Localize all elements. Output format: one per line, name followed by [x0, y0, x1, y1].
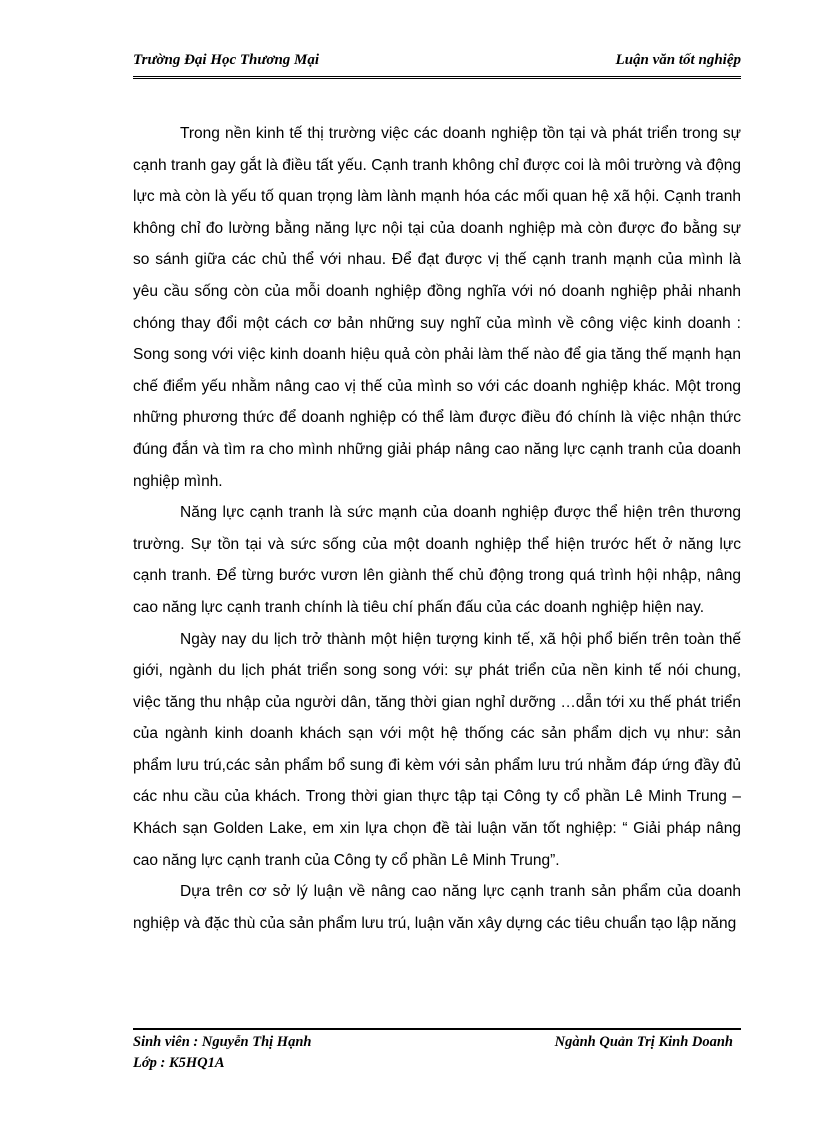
- paragraph: Dựa trên cơ sở lý luận về nâng cao năng lực cạnh tranh sản phẩm của doanh nghiệp và đặc thù của sản phẩm lưu trú, luận văn xây dựng các tiêu chuẩn tạo lập năng: [133, 883, 741, 932]
- paragraph: Trong nền kinh tế thị trường việc các doanh nghiệp tồn tại và phát triển trong sự cạnh tranh gay gắt là điều tất yếu. Cạnh tranh không chỉ được coi là môi trường và động lực mà còn là yếu tố quan trọng làm lành mạnh hóa các mối quan hệ xã hội. Cạnh tranh không chỉ đo lường bằng năng lực nội tại của doanh nghiệp mà còn được đo bằng sự so sánh giữa các chủ thể với nhau. Để đạt được vị thế cạnh tranh mạnh của mình là yêu cầu sống còn của mỗi doanh nghiệp đồng nghĩa với nó doanh nghiệp phải nhanh chóng thay đổi một cách cơ bản những suy nghĩ của mình về công việc kinh doanh : Song song với việc kinh doanh hiệu quả còn phải làm thế nào để gia tăng thế mạnh hạn chế điểm yếu nhằm nâng cao vị thế của mình so với các doanh nghiệp khác. Một trong những phương thức để doanh nghiệp có thể làm được điều đó chính là việc nhận thức đúng đắn và tìm ra cho mình những giải pháp nâng cao năng lực cạnh tranh của doanh nghiệp mình.: [133, 125, 741, 490]
- footer-major: Ngành Quản Trị Kinh Doanh: [554, 1034, 733, 1050]
- footer-class: Lớp : K5HQ1A: [133, 1055, 225, 1071]
- page-header: [133, 52, 741, 74]
- header-university: Trường Đại Học Thương Mại: [133, 52, 320, 68]
- paragraph: Ngày nay du lịch trở thành một hiện tượng kinh tế, xã hội phổ biến trên toàn thế giới, ngành du lịch phát triển song song với: sự phát triển của nền kinh tế nói chung, việc tăng thu nhập của người dân, tăng thời gian nghỉ dưỡng …dẫn tới xu thế phát triển của ngành kinh doanh khách sạn với một hệ thống các sản phẩm dịch vụ như: sản phẩm lưu trú,các sản phẩm bổ sung đi kèm với sản phẩm lưu trú nhằm đáp ứng đầy đủ các nhu cầu của khách. Trong thời gian thực tập tại Công ty cổ phần Lê Minh Trung – Khách sạn Golden Lake, em xin lựa chọn đề tài luận văn tốt nghiệp: “ Giải pháp nâng cao năng lực cạnh tranh của Công ty cổ phần Lê Minh Trung”.: [133, 630, 741, 869]
- footer-student: Sinh viên : Nguyễn Thị Hạnh: [133, 1034, 312, 1050]
- footer-rule: [133, 1028, 741, 1030]
- paragraph: Năng lực cạnh tranh là sức mạnh của doanh nghiệp được thể hiện trên thương trường. Sự tồn tại và sức sống của một doanh nghiệp thể hiện trước hết ở năng lực cạnh tranh. Để từng bước vươn lên giành thế chủ động trong quá trình hội nhập, nâng cao năng lực cạnh tranh chính là tiêu chí phấn đấu của các doanh nghiệp hiện nay.: [133, 504, 741, 616]
- header-doc-type: Luận văn tốt nghiệp: [615, 52, 741, 68]
- page-footer: [133, 1032, 741, 1074]
- body-text: [133, 118, 741, 939]
- header-rule: [133, 76, 741, 79]
